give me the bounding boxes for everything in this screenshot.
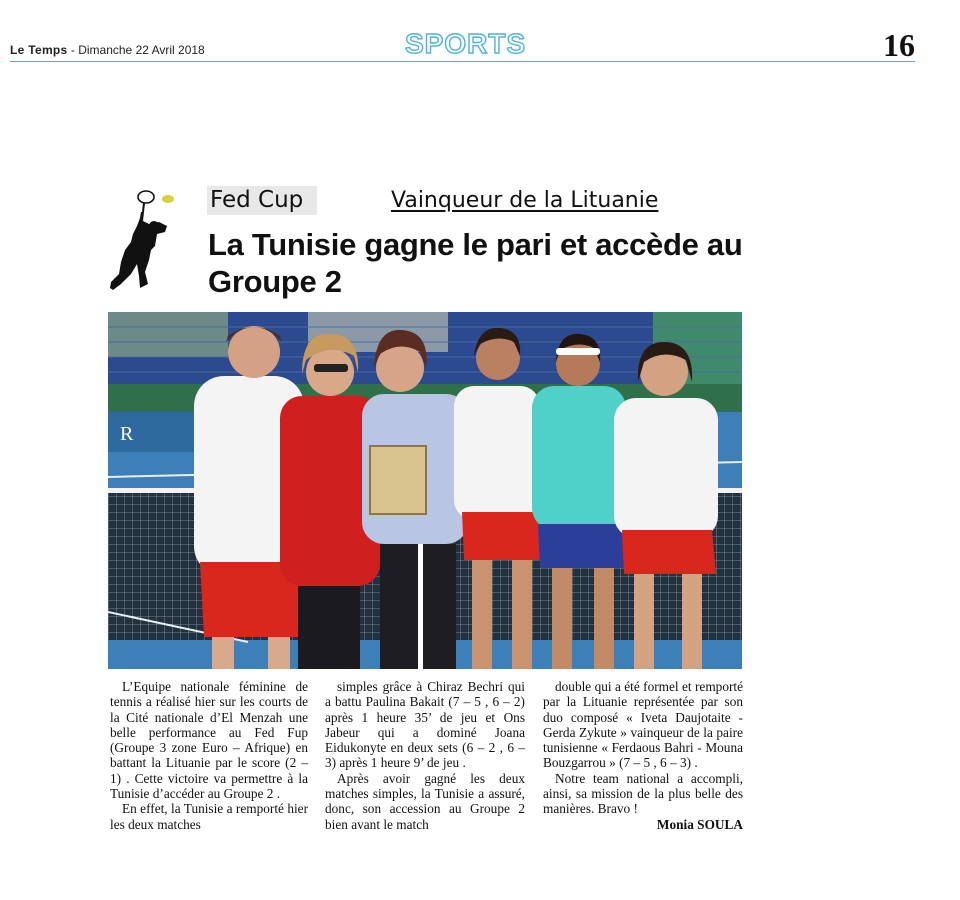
team-photo-illustration [108, 312, 742, 669]
page-number: 16 [883, 27, 915, 63]
racket-head [138, 191, 154, 203]
player-body [110, 212, 167, 290]
court-sign: R [120, 423, 134, 445]
page-header [10, 28, 915, 62]
article-headline: La Tunisie gagne le pari et accède au Groupe 2 [208, 227, 743, 299]
player-head [149, 221, 159, 231]
section-title: SPORTS [405, 28, 527, 59]
print-gutter [418, 544, 423, 669]
team-photo [108, 312, 742, 669]
paragraph: En effet, la Tunisie a remporté hier les deux matches [110, 801, 308, 832]
article-column-1 [110, 679, 308, 832]
headband [556, 348, 600, 355]
masthead [10, 43, 205, 57]
paragraph: Après avoir gagné les deux matches simples, la Tunisie a assuré, donc, son accession au Groupe 2 bien avant le match [325, 770, 525, 832]
paragraph: double qui a été formel et remporté par la Lituanie représentée par son duo composé « Iveta Daujotaite - Gerda Zykute » vainqueur de la paire tunisienne « Ferdaous Bahri - Mouna Bouzgarrou » (7 – 5 , 6 – 3) . [543, 679, 743, 771]
trophy-plaque [370, 446, 426, 514]
paragraph: simples grâce à Chiraz Bechri qui a battu Paulina Bakait (7 – 5 , 6 – 2) après 1 heure 35’ de jeu et Ons Jabeur qui a dominé Joana Eidukonyte en deux sets (6 – 2 , 6 – 3) après 1 heure 9’ de jeu . [325, 679, 525, 771]
author-signature: Monia SOULA [656, 816, 743, 832]
tennis-player-svg [107, 188, 177, 296]
racket-handle [143, 203, 144, 212]
article-kicker: Fed Cup [210, 187, 304, 213]
paragraph: L’Equipe nationale féminine de tennis a réalisé hier sur les courts de la Cité nationale d’El Menzah une belle performance au Fed Fup (Groupe 3 zone Euro – Afrique) en battant la Lituanie par le score (2 – 1) . Cette victoire va permettre à la Tunisie d’accéder au Groupe 2 . [110, 679, 308, 802]
article-subhead: Vainqueur de la Lituanie [391, 188, 659, 213]
newspaper-name: Le Temps [10, 43, 68, 57]
paragraph: Notre team national a accompli, ainsi, sa mission de la plus belle des manières. Bravo ! [543, 770, 743, 817]
issue-date: - Dimanche 22 Avril 2018 [70, 43, 205, 57]
article-column-2 [325, 679, 525, 832]
stands-left-seats [108, 312, 228, 357]
header-rule [10, 61, 915, 62]
article-column-3 [543, 679, 743, 832]
tennis-player-silhouette-icon [107, 188, 177, 296]
tennis-ball [162, 195, 174, 203]
